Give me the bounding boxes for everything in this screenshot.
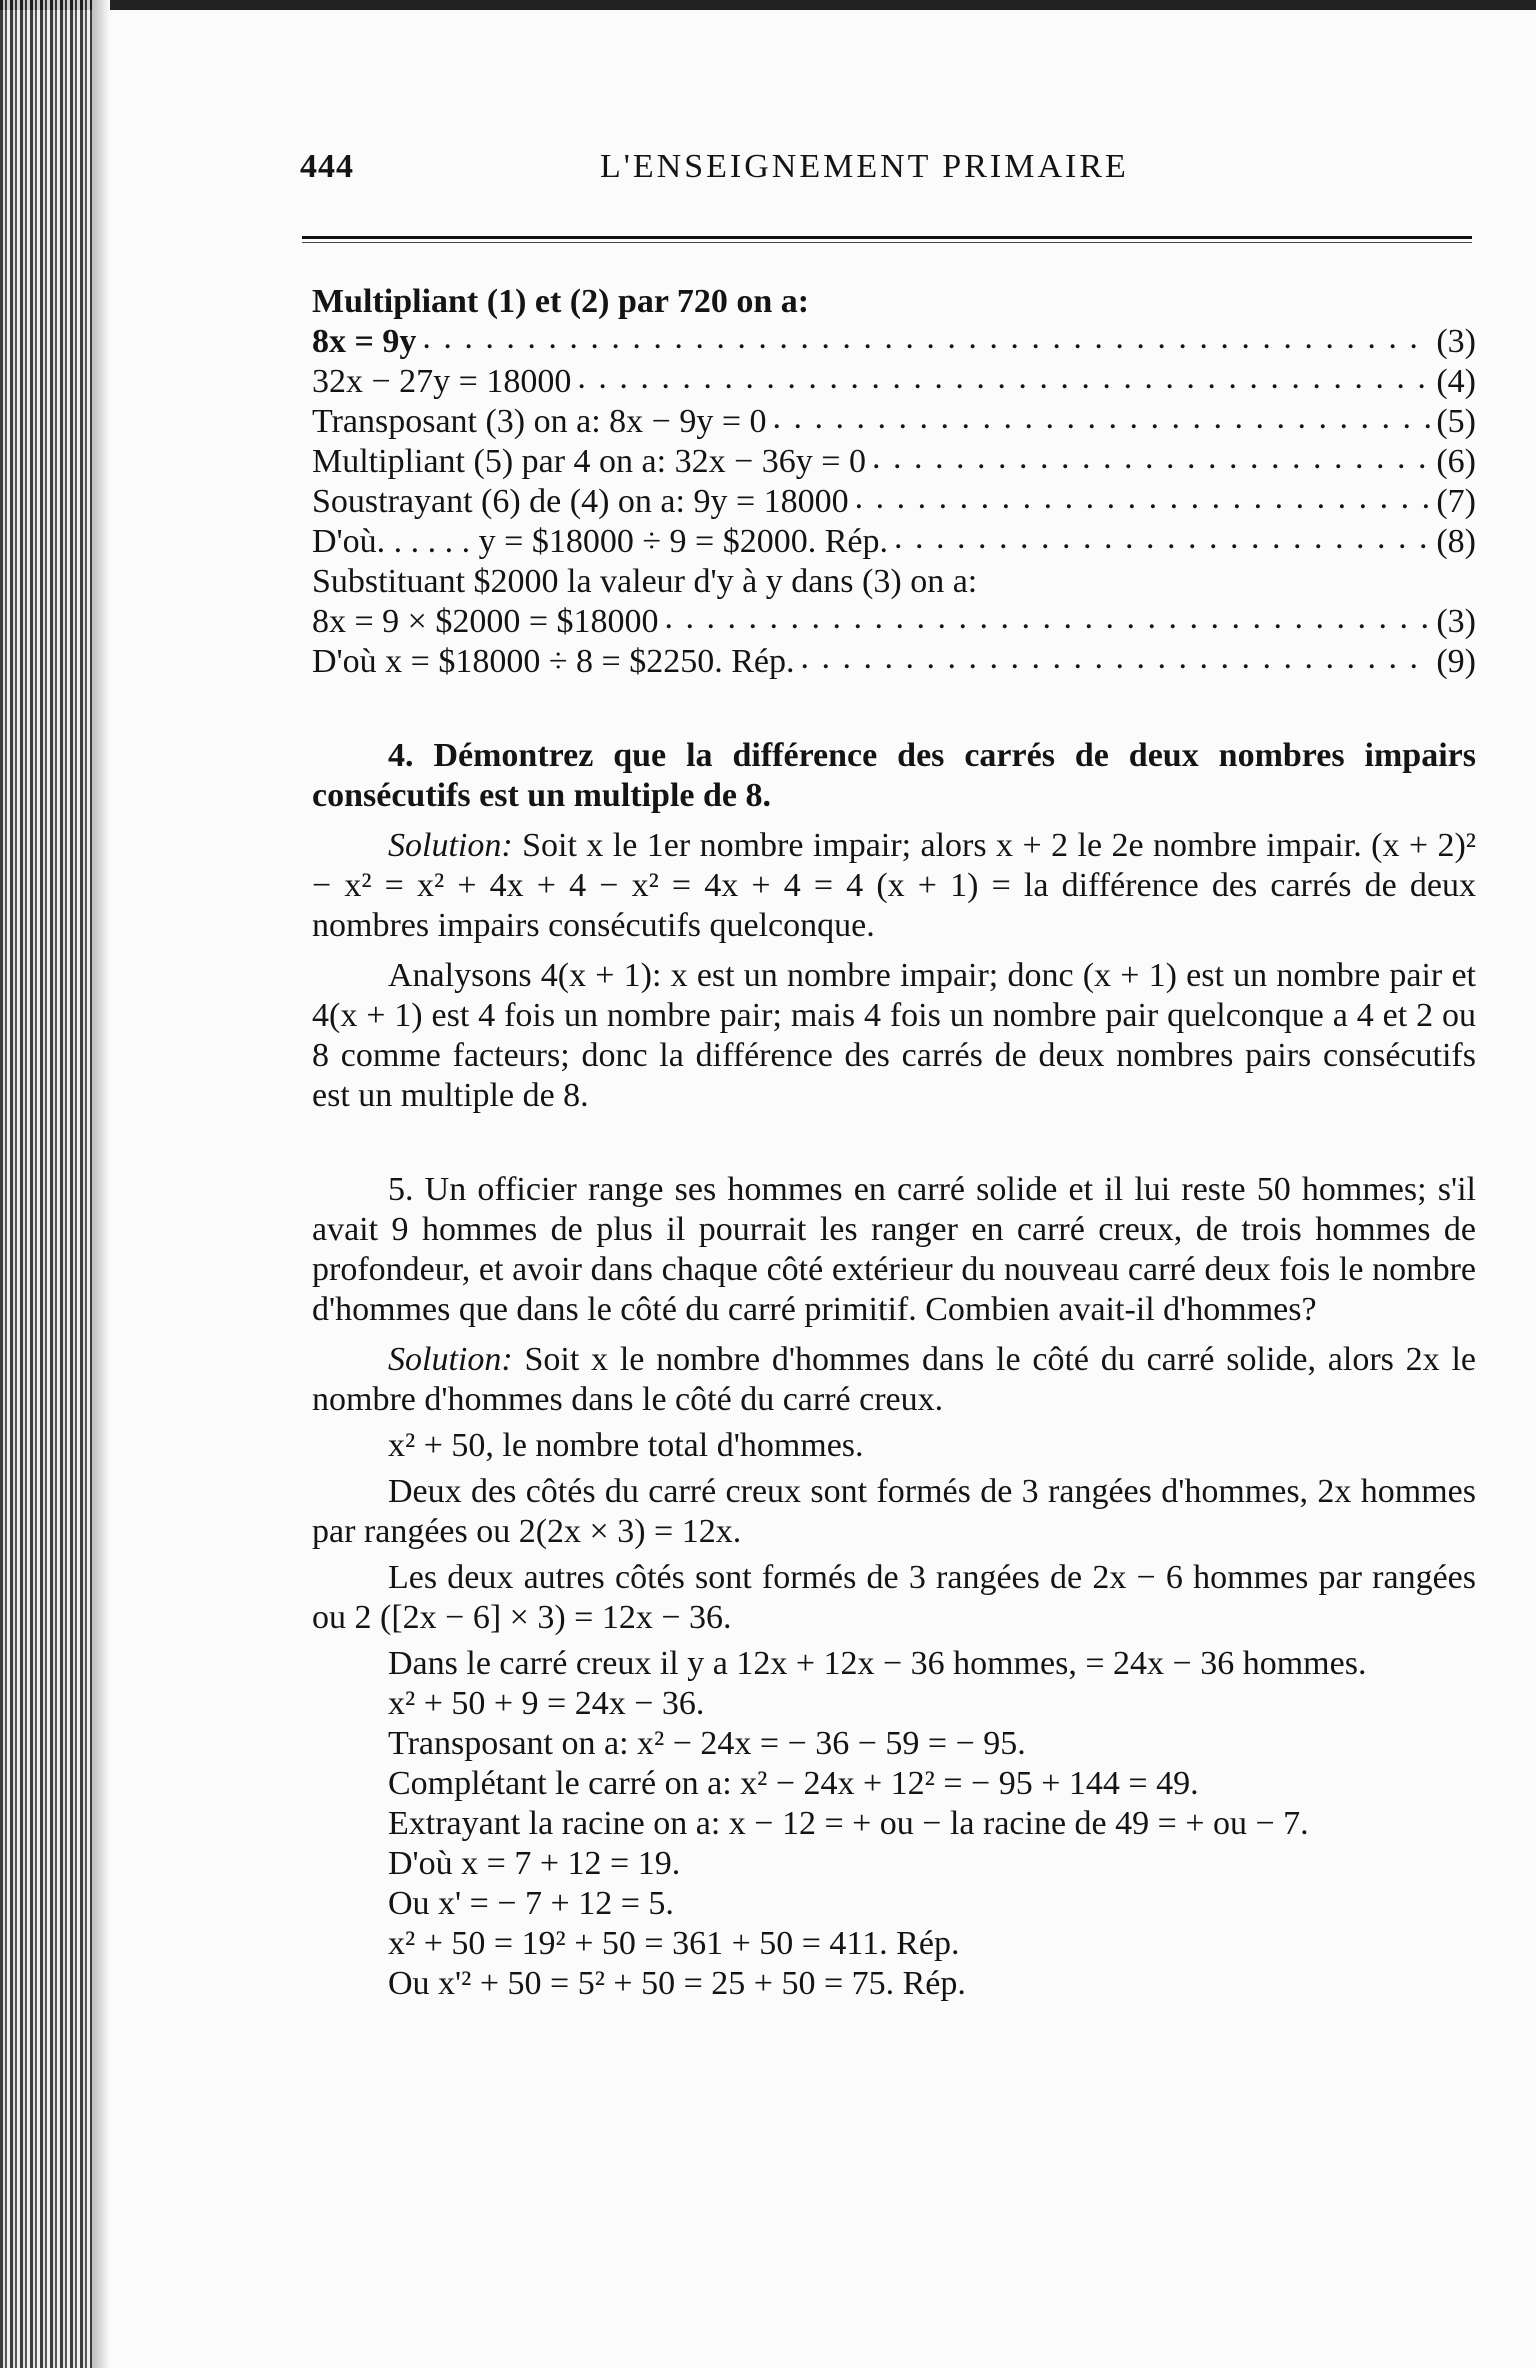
solution-step: x² + 50 = 19² + 50 = 361 + 50 = 411. Rép.: [388, 1925, 960, 1962]
problem-5-statement: 5. Un officier range ses hommes en carré solide et il lui reste 50 hommes; s'il avait 9 hommes de plus il pourrait les ranger en carré creux, de trois hommes de profondeur, et avoir dans chaque côté extérieur du nouveau carré deux fois le nombre d'hommes que dans le côté du carré primitif. Combien avait-il d'hommes?: [312, 1171, 1476, 1328]
page-header: [300, 148, 1400, 198]
hollow-square-paragraph: Dans le carré creux il y a 12x + 12x − 36 hommes, = 24x − 36 hommes.: [388, 1645, 1367, 1682]
equation-line: 8x = 9 × $2000 = $18000 . . . (3): [312, 602, 1476, 642]
solution-step: Ou x' = − 7 + 12 = 5.: [388, 1885, 674, 1922]
running-title: L'ENSEIGNEMENT PRIMAIRE: [600, 148, 1129, 185]
solution-step: Complétant le carré on a: x² − 24x + 12² = − 95 + 144 = 49.: [388, 1765, 1199, 1802]
equation-line: Transposant (3) on a: 8x − 9y = 0 . . . (5): [312, 402, 1476, 442]
page-number: 444: [300, 148, 354, 185]
solution-step: Extrayant la racine on a: x − 12 = + ou − la racine de 49 = + ou − 7.: [388, 1805, 1309, 1842]
solution-label: Solution:: [388, 1341, 513, 1378]
solution-step: x² + 50 + 9 = 24x − 36.: [388, 1685, 705, 1722]
equation-line: 8x = 9y . . . (3): [312, 322, 1476, 362]
total-men-line: x² + 50, le nombre total d'hommes.: [388, 1427, 864, 1464]
binding-shadow: [92, 0, 110, 2368]
scan-top-edge: [0, 0, 1536, 10]
equation-line: Multipliant (5) par 4 on a: 32x − 36y = 0 . . . (6): [312, 442, 1476, 482]
equation-line: D'où x = $18000 ÷ 8 = $2250. Rép. . . . (9): [312, 642, 1476, 682]
solution-step: Transposant on a: x² − 24x = − 36 − 59 = − 95.: [388, 1725, 1026, 1762]
problem-4-statement: 4. Démontrez que la différence des carrés de deux nombres impairs consécutifs est un multiple de 8.: [312, 737, 1476, 814]
equation-line: 32x − 27y = 18000 . . . (4): [312, 362, 1476, 402]
substitution-line: Substituant $2000 la valeur d'y à y dans (3) on a:: [312, 563, 978, 600]
equation-line: Soustrayant (6) de (4) on a: 9y = 18000 . . . (7): [312, 482, 1476, 522]
problem-5-solution: Solution: Soit x le nombre d'hommes dans le côté du carré solide, alors 2x le nombre d'hommes dans le côté du carré creux.: [312, 1341, 1476, 1418]
block1-intro: Multipliant (1) et (2) par 720 on a:: [312, 283, 810, 320]
book-binding-edge: [0, 0, 92, 2368]
two-sides-paragraph: Deux des côtés du carré creux sont formés de 3 rangées d'hommes, 2x hommes par rangées ou 2(2x × 3) = 12x.: [312, 1473, 1476, 1550]
solution-label: Solution:: [388, 827, 513, 864]
solution-step: D'où x = 7 + 12 = 19.: [388, 1845, 681, 1882]
other-sides-paragraph: Les deux autres côtés sont formés de 3 rangées de 2x − 6 hommes par rangées ou 2 ([2x − 6] × 3) = 12x − 36.: [312, 1559, 1476, 1636]
header-rule-thin: [302, 242, 1472, 243]
page-body: [312, 282, 1476, 2004]
problem-4-solution: Solution: Soit x le 1er nombre impair; alors x + 2 le 2e nombre impair. (x + 2)² − x² = x² + 4x + 4 − x² = 4x + 4 = 4 (x + 1) = la différence des carrés de deux nombres impairs consécutifs quelconque.: [312, 827, 1477, 944]
equation-line: D'où. . . . . . y = $18000 ÷ 9 = $2000. Rép. . . . (8): [312, 522, 1476, 562]
header-rule: [302, 236, 1472, 239]
solution-step: Ou x'² + 50 = 5² + 50 = 25 + 50 = 75. Rép.: [388, 1965, 966, 2002]
problem-4-analysis: Analysons 4(x + 1): x est un nombre impair; donc (x + 1) est un nombre pair et 4(x + 1) est 4 fois un nombre pair; mais 4 fois un nombre pair quelconque a 4 et 2 ou 8 comme facteurs; donc la différence des carrés de deux nombres pairs consécutifs est un multiple de 8.: [312, 957, 1476, 1114]
